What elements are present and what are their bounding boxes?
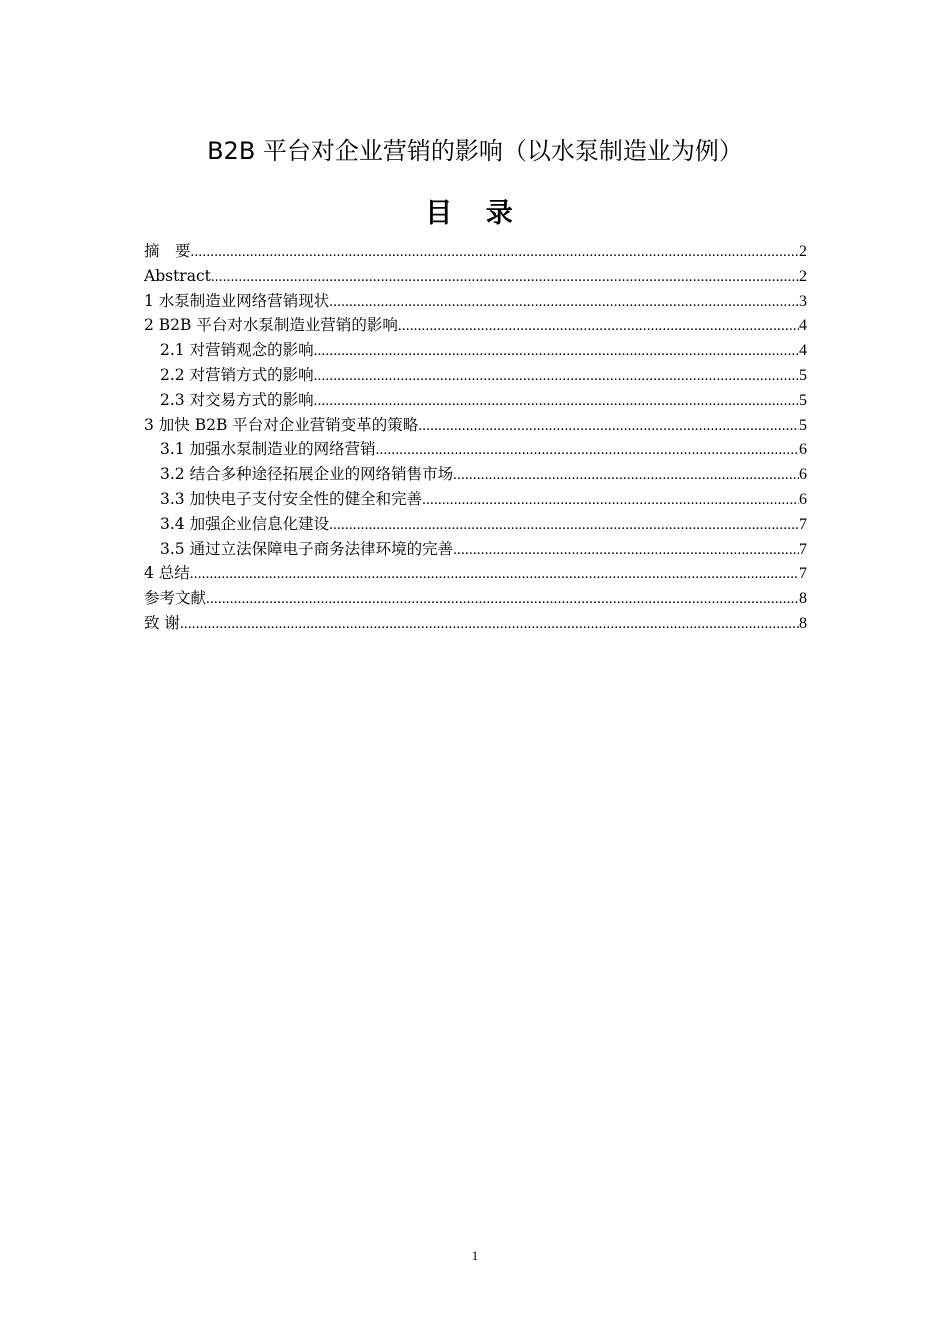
toc-entry-label: Abstract bbox=[144, 266, 211, 285]
toc-entry-3[interactable] bbox=[144, 413, 807, 438]
toc-entry-page: 7 bbox=[799, 565, 807, 583]
toc-entry-abstract-en[interactable] bbox=[144, 264, 807, 289]
toc-leader-dots bbox=[314, 364, 799, 388]
toc-entry-page: 4 bbox=[799, 317, 807, 335]
toc-entry-label: 2.1 对营销观念的影响 bbox=[160, 341, 314, 360]
toc-leader-dots bbox=[422, 488, 799, 512]
toc-entry-3-5[interactable] bbox=[144, 537, 807, 562]
toc-entry-2[interactable] bbox=[144, 313, 807, 338]
toc-entry-3-2[interactable] bbox=[144, 462, 807, 487]
toc-entry-label: 摘 要 bbox=[144, 242, 191, 260]
toc-entry-page: 2 bbox=[799, 243, 807, 260]
toc-entry-page: 6 bbox=[799, 466, 807, 484]
toc-entry-acknowledgements[interactable] bbox=[144, 611, 807, 636]
toc-leader-dots bbox=[418, 414, 799, 438]
toc-entry-4[interactable] bbox=[144, 561, 807, 586]
toc-entry-label: 参考文献 bbox=[144, 589, 207, 608]
toc-entry-label: 致 谢 bbox=[144, 613, 180, 632]
toc-entry-page: 8 bbox=[799, 614, 807, 632]
toc-entry-abstract-cn[interactable] bbox=[144, 239, 807, 264]
toc-leader-dots bbox=[329, 513, 799, 537]
page-number: 1 bbox=[471, 1248, 479, 1263]
toc-leader-dots bbox=[314, 389, 799, 413]
toc-entry-3-3[interactable] bbox=[144, 487, 807, 512]
toc-entry-label: 4 总结 bbox=[144, 564, 190, 583]
toc-leader-dots bbox=[211, 265, 799, 289]
toc-entry-3-4[interactable] bbox=[144, 512, 807, 537]
toc-entry-references[interactable] bbox=[144, 586, 807, 611]
toc-entry-2-2[interactable] bbox=[144, 363, 807, 388]
toc-heading: 目 录 bbox=[425, 198, 525, 229]
toc-leader-dots bbox=[206, 587, 799, 611]
toc-entry-page: 6 bbox=[799, 441, 807, 459]
toc-entry-label: 3 加快 B2B 平台对企业营销变革的策略 bbox=[144, 415, 419, 434]
toc-entry-page: 8 bbox=[799, 590, 807, 608]
toc-entry-label: 3.1 加强水泵制造业的网络营销 bbox=[160, 440, 376, 459]
toc-entry-page: 7 bbox=[799, 540, 807, 558]
toc-entry-page: 5 bbox=[799, 366, 807, 384]
toc-leader-dots bbox=[190, 562, 799, 586]
toc-entry-page: 5 bbox=[799, 416, 807, 434]
table-of-contents bbox=[144, 239, 807, 636]
toc-entry-page: 7 bbox=[799, 515, 807, 533]
toc-leader-dots bbox=[329, 290, 799, 314]
toc-entry-label: 1 水泵制造业网络营销现状 bbox=[144, 291, 330, 310]
document-title: B2B 平台对企业营销的影响（以水泵制造业为例） bbox=[207, 137, 743, 165]
toc-entry-3-1[interactable] bbox=[144, 437, 807, 462]
toc-leader-dots bbox=[453, 463, 799, 487]
toc-entry-2-1[interactable] bbox=[144, 338, 807, 363]
toc-entry-label: 2 B2B 平台对水泵制造业营销的影响 bbox=[144, 316, 398, 335]
toc-entry-label: 2.3 对交易方式的影响 bbox=[160, 390, 314, 409]
toc-leader-dots bbox=[314, 339, 799, 363]
toc-entry-label: 3.3 加快电子支付安全性的健全和完善 bbox=[160, 489, 423, 508]
toc-entry-page: 2 bbox=[799, 267, 807, 285]
toc-entry-label: 2.2 对营销方式的影响 bbox=[160, 365, 314, 384]
toc-leader-dots bbox=[191, 240, 799, 264]
toc-entry-label: 3.5 通过立法保障电子商务法律环境的完善 bbox=[160, 539, 454, 558]
toc-entry-page: 4 bbox=[799, 342, 807, 360]
toc-entry-page: 3 bbox=[799, 292, 807, 310]
toc-leader-dots bbox=[398, 314, 799, 338]
toc-entry-label: 3.2 结合多种途径拓展企业的网络销售市场 bbox=[160, 465, 454, 484]
toc-entry-2-3[interactable] bbox=[144, 388, 807, 413]
toc-entry-label: 3.4 加强企业信息化建设 bbox=[160, 514, 330, 533]
toc-entry-page: 5 bbox=[799, 391, 807, 409]
toc-leader-dots bbox=[180, 612, 799, 636]
toc-leader-dots bbox=[376, 438, 799, 462]
toc-entry-1[interactable] bbox=[144, 289, 807, 314]
toc-leader-dots bbox=[453, 538, 799, 562]
toc-entry-page: 6 bbox=[799, 490, 807, 508]
